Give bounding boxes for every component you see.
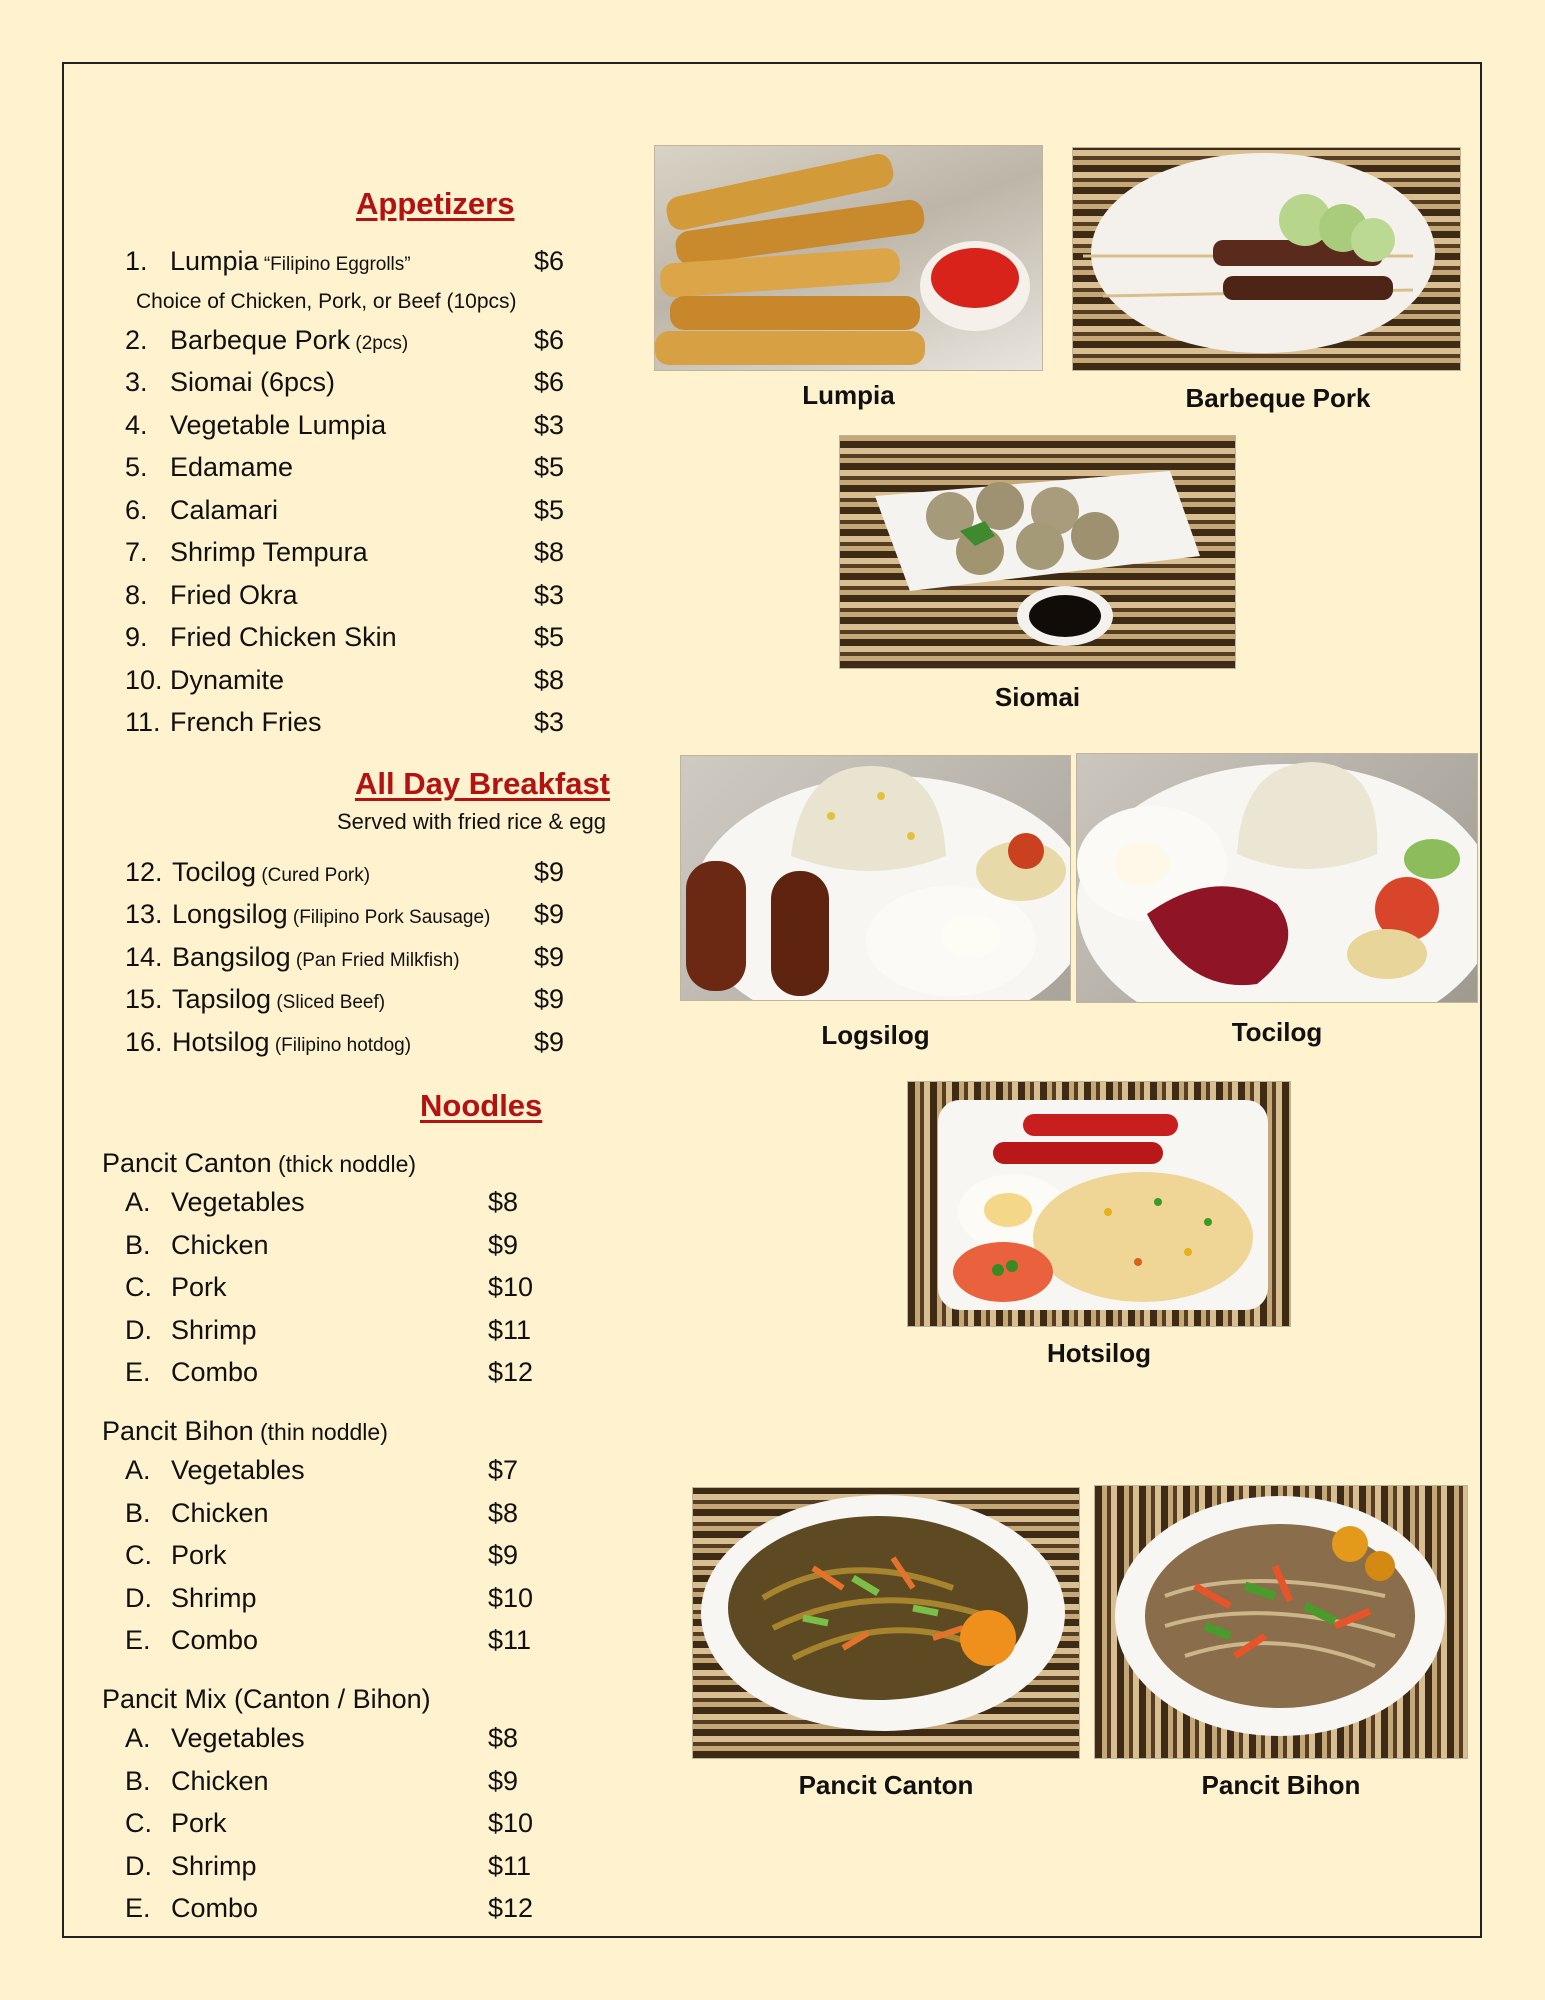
noodle-item: [125, 1808, 545, 1844]
item-price: $12: [488, 1357, 534, 1387]
item-number: 3.: [125, 367, 148, 397]
item-letter: B.: [125, 1497, 151, 1528]
menu-item: [125, 246, 575, 282]
item-letter: C.: [125, 1540, 152, 1570]
item-number: 14.: [125, 942, 163, 972]
item-price: $3: [534, 580, 565, 610]
menu-item: [125, 410, 575, 446]
item-name-text: Calamari: [170, 495, 279, 525]
item-name: Combo: [171, 1893, 259, 1923]
noodle-group-name: Pancit Bihon: [102, 1416, 254, 1446]
item-name-text: Barbeque Pork: [170, 325, 351, 355]
item-letter: E.: [125, 1893, 151, 1923]
item-name: Pork: [171, 1540, 227, 1570]
logsilog-photo: [681, 756, 1070, 1000]
item-name-text: Tapsilog: [172, 984, 272, 1014]
item-price: $6: [534, 325, 565, 355]
appetizers-heading: Appetizers: [356, 186, 515, 221]
item-name: [170, 495, 278, 526]
item-price: $9: [534, 984, 565, 1014]
item-note: (2pcs): [350, 333, 409, 354]
item-price: $12: [488, 1893, 534, 1923]
item-letter: B.: [125, 1765, 151, 1796]
menu-item: [125, 452, 575, 488]
item-name-text: Siomai (6pcs): [170, 367, 336, 397]
pancit-canton-photo: [693, 1488, 1079, 1758]
item-price: $9: [488, 1540, 519, 1570]
item-name: Vegetables: [171, 1187, 305, 1217]
noodle-item: [125, 1625, 545, 1661]
item-price: $9: [534, 857, 565, 887]
item-price: $3: [534, 410, 565, 440]
menu-item: [125, 580, 575, 616]
item-price: $10: [488, 1582, 534, 1613]
item-number: 8.: [125, 580, 148, 610]
item-price: $5: [534, 495, 565, 525]
item-name: [172, 942, 460, 973]
item-price: $11: [488, 1625, 532, 1655]
item-price: $11: [488, 1850, 532, 1881]
item-letter: D.: [125, 1850, 152, 1881]
item-name: [170, 325, 408, 356]
noodle-item: [125, 1540, 545, 1576]
logsilog-illustration: [681, 756, 1070, 1000]
item-name: [172, 899, 490, 930]
menu-item: [125, 1027, 575, 1063]
item-price: $8: [534, 665, 565, 695]
item-name: Combo: [171, 1357, 259, 1387]
pancit-canton-caption: Pancit Canton: [798, 1770, 974, 1800]
item-name-text: Edamame: [170, 452, 294, 482]
noodle-item: [125, 1187, 545, 1223]
item-price: $9: [534, 899, 565, 929]
menu-item: [125, 325, 575, 361]
breakfast-heading: All Day Breakfast: [355, 766, 611, 801]
item-name: [170, 367, 335, 398]
tocilog-illustration: [1077, 754, 1477, 1002]
item-note: (Filipino Pork Sausage): [287, 907, 491, 928]
item-name: Pork: [171, 1808, 227, 1838]
menu-item: [125, 665, 575, 701]
noodle-group-title: [102, 1148, 416, 1179]
noodle-item: [125, 1893, 545, 1929]
siomai-photo: [840, 436, 1235, 668]
item-note: (Cured Pork): [256, 865, 371, 886]
item-number: 1.: [125, 246, 148, 276]
item-letter: A.: [125, 1455, 151, 1485]
menu-item: [125, 367, 575, 403]
item-letter: A.: [125, 1187, 151, 1217]
pancit-canton-illustration: [693, 1488, 1079, 1758]
item-price: $9: [488, 1229, 519, 1260]
noodle-group-name: Pancit Mix (Canton / Bihon): [102, 1684, 431, 1714]
item-price: $3: [534, 707, 565, 737]
hotsilog-photo: [908, 1082, 1290, 1326]
item-number: 12.: [125, 857, 163, 887]
item-name: Pork: [171, 1272, 227, 1302]
barbeque-pork-caption: Barbeque Pork: [1185, 383, 1371, 413]
item-number: 11.: [125, 707, 161, 737]
item-note: (Pan Fried Milkfish): [290, 950, 460, 971]
item-note: (Sliced Beef): [271, 992, 386, 1013]
pancit-bihon-photo: [1095, 1486, 1467, 1758]
item-price: $10: [488, 1808, 534, 1838]
pancit-bihon-caption: Pancit Bihon: [1201, 1770, 1361, 1800]
item-letter: E.: [125, 1357, 151, 1387]
lumpia-caption: Lumpia: [802, 380, 895, 410]
tocilog-caption: Tocilog: [1231, 1017, 1323, 1047]
item-name-text: Fried Okra: [170, 580, 298, 610]
logsilog-caption: Logsilog: [821, 1020, 930, 1050]
menu-item: [125, 942, 575, 978]
barbeque-pork-photo: [1073, 148, 1460, 370]
item-name: [170, 707, 322, 738]
hotsilog-caption: Hotsilog: [1047, 1338, 1151, 1368]
lumpia-choice-note: Choice of Chicken, Pork, or Beef (10pcs): [136, 290, 517, 313]
item-letter: D.: [125, 1314, 152, 1345]
item-price: $8: [534, 537, 565, 567]
item-name: Vegetables: [171, 1455, 305, 1485]
noodle-item: [125, 1272, 545, 1308]
noodle-item: [125, 1455, 545, 1491]
item-name-text: Dynamite: [170, 665, 285, 695]
noodle-group-note: (thick noddle): [271, 1151, 417, 1177]
item-number: 9.: [125, 622, 148, 652]
item-name-text: Longsilog: [172, 899, 288, 929]
item-number: 2.: [125, 325, 148, 355]
item-letter: E.: [125, 1625, 151, 1655]
item-note: (Filipino hotdog): [269, 1035, 412, 1056]
item-price: $7: [488, 1455, 519, 1485]
tocilog-photo: [1077, 754, 1477, 1002]
item-name: [170, 580, 298, 611]
noodle-item: [125, 1766, 545, 1802]
item-price: $9: [534, 942, 565, 972]
noodle-item: [125, 1315, 545, 1351]
noodle-group-title: [102, 1684, 431, 1715]
item-name-text: Hotsilog: [172, 1027, 270, 1057]
menu-item: [125, 899, 575, 935]
item-letter: C.: [125, 1808, 152, 1838]
item-name-text: Shrimp Tempura: [170, 537, 368, 567]
item-name: Chicken: [171, 1497, 269, 1528]
menu-item: [125, 495, 575, 531]
item-price: $9: [488, 1765, 519, 1796]
item-price: $8: [488, 1497, 519, 1528]
item-name: [172, 1027, 411, 1058]
item-name-text: Vegetable Lumpia: [170, 410, 387, 440]
item-name: Chicken: [171, 1765, 269, 1796]
item-name-text: Fried Chicken Skin: [170, 622, 397, 652]
noodles-heading: Noodles: [420, 1088, 543, 1123]
item-price: $11: [488, 1314, 532, 1345]
breakfast-subheading: Served with fried rice & egg: [337, 809, 607, 834]
item-price: $10: [488, 1272, 534, 1302]
siomai-caption: Siomai: [994, 682, 1081, 712]
item-number: 6.: [125, 495, 148, 525]
item-letter: D.: [125, 1582, 152, 1613]
item-letter: B.: [125, 1229, 151, 1260]
item-name: [170, 537, 368, 568]
menu-item: [125, 857, 575, 893]
menu-item: [125, 537, 575, 573]
item-name-text: Lumpia: [170, 246, 259, 276]
item-name: [170, 665, 284, 696]
item-name: Shrimp: [171, 1314, 257, 1345]
noodle-item: [125, 1357, 545, 1393]
item-price: $5: [534, 622, 565, 652]
item-name: Chicken: [171, 1229, 269, 1260]
pancit-bihon-illustration: [1095, 1486, 1467, 1758]
noodle-group-name: Pancit Canton: [102, 1148, 272, 1178]
item-name: [170, 410, 386, 441]
item-number: 13.: [125, 899, 163, 929]
item-note: “Filipino Eggrolls”: [258, 254, 411, 275]
item-name: [170, 452, 293, 483]
item-number: 7.: [125, 537, 148, 567]
item-name: Combo: [171, 1625, 259, 1655]
item-price: $9: [534, 1027, 565, 1057]
item-name: [172, 857, 370, 888]
noodle-item: [125, 1498, 545, 1534]
menu-item: [125, 707, 575, 743]
item-number: 15.: [125, 984, 163, 1014]
item-price: $6: [534, 246, 565, 276]
barbeque-pork-illustration: [1073, 148, 1460, 370]
noodle-item: [125, 1851, 545, 1887]
item-name: [170, 622, 397, 653]
item-name: [170, 246, 411, 277]
menu-item: [125, 984, 575, 1020]
siomai-illustration: [840, 436, 1235, 668]
item-name: [172, 984, 385, 1015]
item-number: 16.: [125, 1027, 163, 1057]
item-letter: A.: [125, 1723, 151, 1753]
item-number: 4.: [125, 410, 148, 440]
lumpia-photo: [655, 146, 1042, 370]
noodle-item: [125, 1583, 545, 1619]
item-price: $5: [534, 452, 565, 482]
item-name: Shrimp: [171, 1582, 257, 1613]
item-letter: C.: [125, 1272, 152, 1302]
item-name: Shrimp: [171, 1850, 257, 1881]
lumpia-illustration: [655, 146, 1042, 370]
noodle-item: [125, 1230, 545, 1266]
hotsilog-illustration: [908, 1082, 1290, 1326]
item-number: 5.: [125, 452, 148, 482]
item-price: $6: [534, 367, 565, 397]
noodle-group-note: (thin noddle): [253, 1419, 388, 1445]
menu-item: [125, 622, 575, 658]
item-name: Vegetables: [171, 1723, 305, 1753]
item-name-text: Bangsilog: [172, 942, 291, 972]
noodle-item: [125, 1723, 545, 1759]
noodle-group-title: [102, 1416, 388, 1447]
item-number: 10.: [125, 665, 163, 695]
item-price: $8: [488, 1187, 519, 1217]
item-price: $8: [488, 1723, 519, 1753]
item-name-text: Tocilog: [172, 857, 257, 887]
item-name-text: French Fries: [170, 707, 322, 737]
